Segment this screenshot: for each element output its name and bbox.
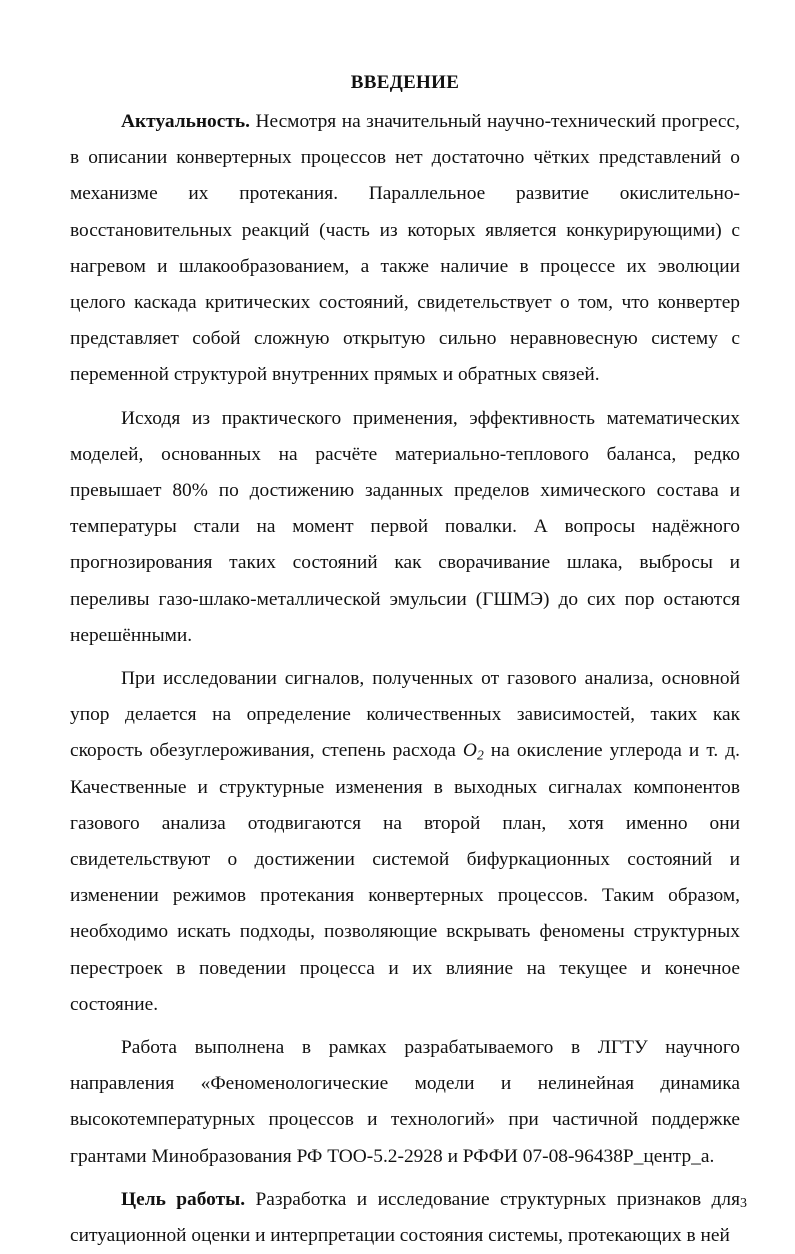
paragraph-text-gas-analysis-after: на окисление углерода и т. д. Качественные и структурные изменения в выходных сигналах компонентов газового анализа отодвигаются на второй план, хотя именно они свидетельствуют о достижении системой бифуркационных состояний и изменении режимов протекания конвертерных процессов. Таким образом, необходимо искать подходы, позволяющие вскрывать феномены структурных перестроек в поведении процесса и их влияние на текущее и конечное состояние. [70, 740, 740, 1015]
paragraph-text-funding: Работа выполнена в рамках разрабатываемого в ЛГТУ научного направления «Феноменологические модели и нелинейная динамика высокотемпературных процессов и технологий» при частичной поддержке грантами Минобразования РФ ТОО-5.2-2928 и РФФИ 07-08-96438Р_центр_а. [70, 1037, 740, 1167]
paragraph-text-relevance: Несмотря на значительный научно-технический прогресс, в описании конвертерных процессов нет достаточно чётких представлений о механизме их протекания. Параллельное развитие окислительно-восстановительных реакций (часть из которых является конкурирующими) с нагревом и шлакообразованием, а также наличие в процессе их эволюции целого каскада критических состояний, свидетельствует о том, что конвертер представляет собой сложную открытую сильно неравновесную систему с переменной структурой внутренних прямых и обратных связей. [70, 111, 740, 386]
paragraph-goal [70, 1182, 740, 1254]
paragraph-lead-relevance: Актуальность. [121, 111, 250, 132]
paragraph-funding [70, 1030, 740, 1175]
paragraph-models [70, 401, 740, 654]
paragraph-lead-goal: Цель работы. [121, 1188, 246, 1210]
formula-subscript: 2 [476, 747, 484, 763]
paragraph-text-models: Исходя из практического применения, эффективность математических моделей, основанных на расчёте материально-теплового баланса, редко превышает 80% по достижению заданных пределов химического состава и температуры стали на момент первой повалки. А вопросы надёжного прогнозирования таких состояний как сворачивание шлака, выбросы и переливы газо-шлако-металлической эмульсии (ГШМЭ) до сих пор остаются нерешёнными. [70, 407, 740, 646]
formula-o2 [463, 740, 484, 761]
paragraph-text-goal: Разработка и исследование структурных признаков для ситуационной оценки и интерпретации состояния системы, протекающих в ней [70, 1188, 740, 1247]
paragraph-text-gas-analysis-before: При исследовании сигналов, полученных от газового анализа, основной упор делается на определение количественных зависимостей, таких как скорость обезуглероживания, степень расхода [70, 668, 740, 762]
paragraph-gas-analysis [70, 661, 740, 1023]
formula-base: O [462, 740, 477, 762]
paragraph-relevance [70, 104, 740, 394]
section-heading: ВВЕДЕНИЕ [350, 72, 460, 93]
document-page [70, 72, 740, 1254]
page-number: 3 [740, 1196, 747, 1211]
